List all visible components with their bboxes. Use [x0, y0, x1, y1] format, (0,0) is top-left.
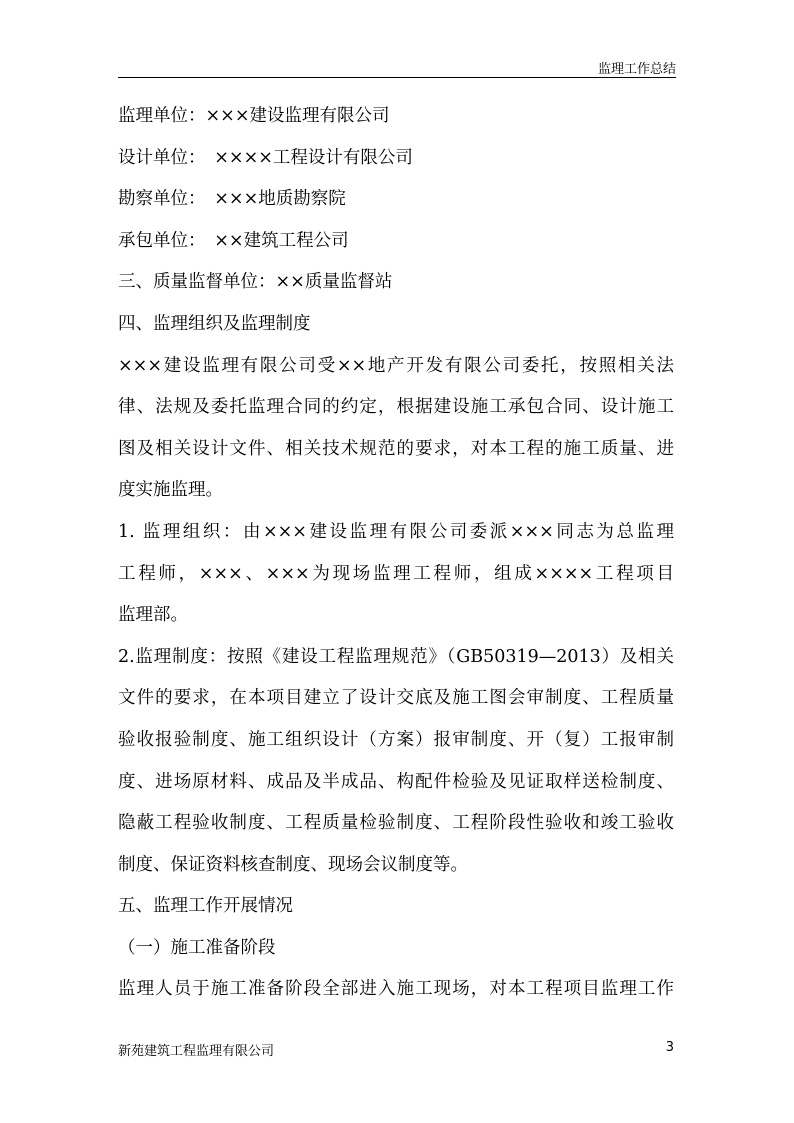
text-line: ×××建设监理有限公司受××地产开发有限公司委托，按照相关法 [118, 355, 674, 376]
text-line: 验收报验制度、施工组织设计（方案）报审制度、开（复）工报审制 [118, 729, 674, 750]
text-line: 1. 监理组织：由×××建设监理有限公司委派×××同志为总监理 [118, 521, 674, 542]
document-body [118, 96, 674, 1011]
footer-company: 新苑建筑工程监理有限公司 [118, 1044, 275, 1059]
text-line: （一）施工准备阶段 [118, 937, 276, 958]
text-line: 四、监理组织及监理制度 [118, 313, 311, 334]
text-line: 律、法规及委托监理合同的约定，根据建设施工承包合同、设计施工 [118, 397, 674, 418]
text-line: 2.监理制度：按照《建设工程监理规范》（GB50319—2013）及相关 [118, 646, 674, 667]
text-line: 监理单位：×××建设监理有限公司 [118, 106, 390, 126]
text-line: 隐蔽工程验收制度、工程质量检验制度、工程阶段性验收和竣工验收 [118, 813, 674, 834]
text-line: 监理部。 [118, 605, 188, 626]
header-rule [118, 77, 676, 78]
page-header-title: 监理工作总结 [597, 62, 676, 77]
text-line: 工程师，×××、×××为现场监理工程师，组成××××工程项目 [118, 563, 674, 584]
text-line: 文件的要求，在本项目建立了设计交底及施工图会审制度、工程质量 [118, 688, 674, 709]
text-line: 制度、保证资料核查制度、现场会议制度等。 [118, 854, 468, 875]
text-line: 设计单位： ××××工程设计有限公司 [118, 147, 413, 168]
text-line: 图及相关设计文件、相关技术规范的要求，对本工程的施工质量、进 [118, 438, 674, 459]
text-line: 监理人员于施工准备阶段全部进入施工现场，对本工程项目监理工作 [118, 979, 674, 1000]
text-line: 度实施监理。 [118, 480, 223, 501]
page-number: 3 [665, 1040, 674, 1055]
text-line: 度、进场原材料、成品及半成品、构配件检验及见证取样送检制度、 [118, 771, 674, 792]
text-line: 五、监理工作开展情况 [118, 896, 293, 917]
text-line: 三、质量监督单位：××质量监督站 [118, 272, 393, 293]
text-line: 勘察单位： ×××地质勘察院 [118, 189, 346, 210]
text-line: 承包单位： ××建筑工程公司 [118, 230, 349, 251]
